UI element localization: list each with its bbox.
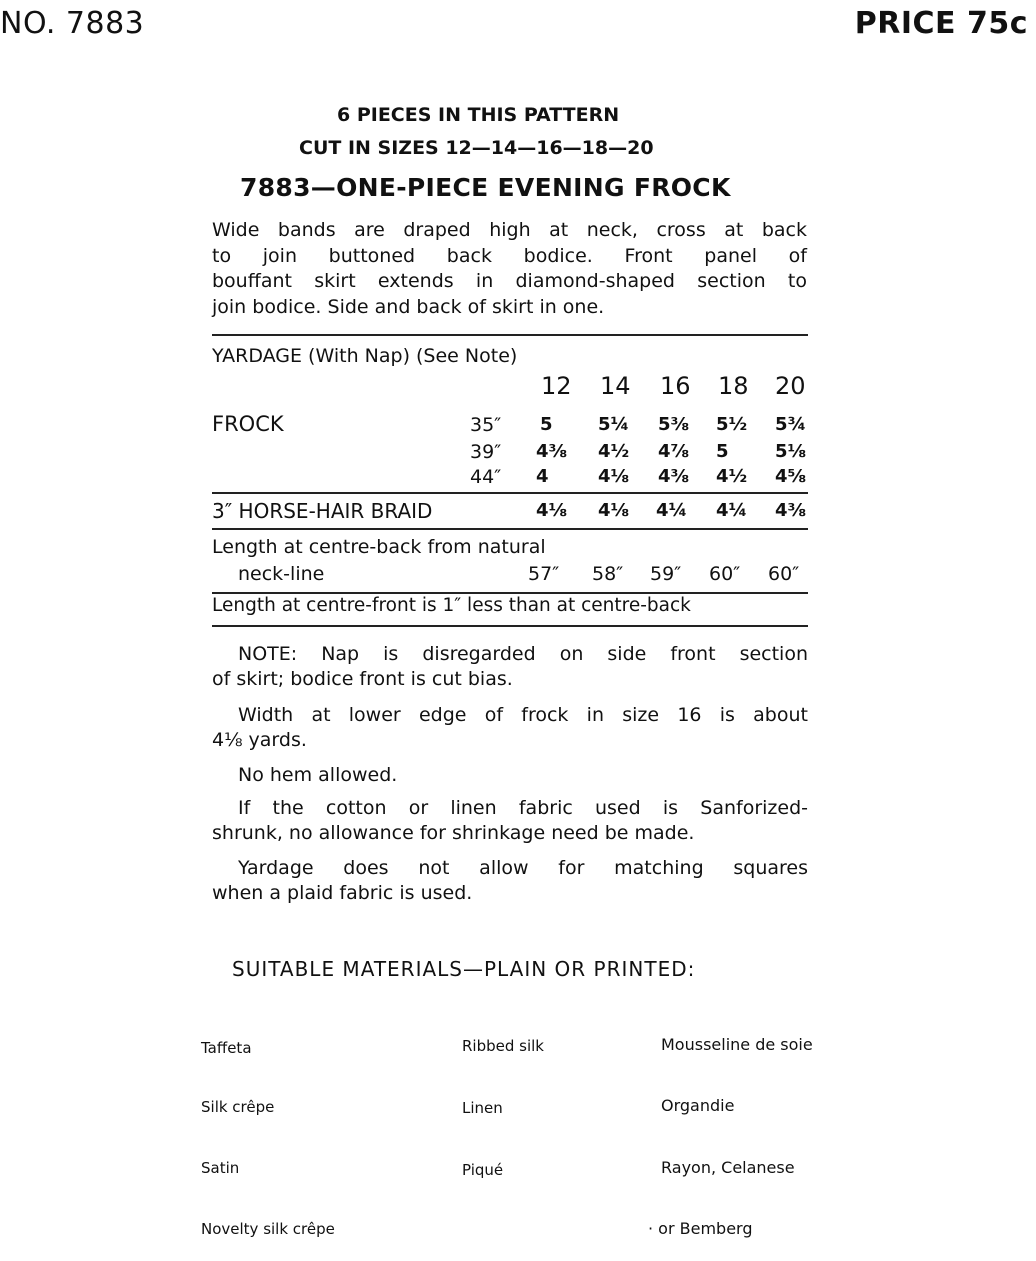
frock-label: FROCK (212, 412, 284, 436)
yardage-cell: 4⅝ (775, 466, 807, 487)
note-line: when a plaid fabric is used. (212, 882, 473, 904)
material-item: Taffeta (201, 1039, 252, 1057)
length-cell: 58″ (592, 563, 624, 585)
divider (212, 528, 808, 530)
fabric-width: 44″ (470, 466, 502, 488)
note-line: Width at lower edge of frock in size 16 is about (238, 704, 808, 726)
length-cell: 60″ (709, 563, 741, 585)
length-cell: 60″ (768, 563, 800, 585)
yardage-cell: 5¾ (775, 414, 807, 435)
description-line: Wide bands are draped high at neck, cross at back (212, 219, 807, 241)
yardage-cell: 4⅛ (536, 500, 568, 521)
yardage-cell: 4¼ (716, 500, 748, 521)
note-line: of skirt; bodice front is cut bias. (212, 668, 513, 690)
materials-column-3 (648, 992, 813, 1260)
material-item: Novelty silk crêpe (201, 1220, 335, 1238)
length-cell: 57″ (528, 563, 560, 585)
note-plaid (212, 854, 808, 908)
yardage-cell: 5⅛ (775, 441, 807, 462)
yardage-heading: YARDAGE (With Nap) (See Note) (212, 345, 518, 367)
note-line: NOTE: Nap is disregarded on side front section (238, 643, 808, 665)
yardage-cell: 4⅜ (658, 466, 690, 487)
yardage-cell: 4½ (716, 466, 748, 487)
yardage-cell: 4⅞ (658, 441, 690, 462)
divider (212, 592, 808, 594)
size-header: 20 (775, 372, 806, 400)
length-label-cont: neck-line (238, 563, 325, 585)
size-header: 18 (718, 372, 749, 400)
braid-label: 3″ HORSE-HAIR BRAID (212, 499, 433, 523)
material-item: Ribbed silk (462, 1037, 544, 1055)
note-hem: No hem allowed. (238, 764, 398, 786)
yardage-cell: 5 (540, 414, 553, 435)
yardage-cell: 5⅜ (658, 414, 690, 435)
yardage-cell: 5 (716, 441, 729, 462)
material-item: Linen (462, 1099, 503, 1117)
note-width (212, 701, 808, 755)
note-line: 4⅛ yards. (212, 729, 307, 751)
pattern-title: 7883—ONE-PIECE EVENING FROCK (240, 173, 731, 202)
divider (212, 334, 808, 336)
note-sanforized (212, 794, 808, 848)
yardage-cell: 4¼ (656, 500, 688, 521)
size-header: 12 (541, 372, 572, 400)
note-line: If the cotton or linen fabric used is Sanforized- (238, 797, 808, 819)
yardage-cell: 4⅜ (536, 441, 568, 462)
material-item: Silk crêpe (201, 1098, 275, 1116)
yardage-cell: 4⅛ (598, 500, 630, 521)
note-line: Yardage does not allow for matching squares (238, 857, 808, 879)
divider (212, 625, 808, 627)
material-item: Organdie (661, 1096, 735, 1115)
size-header: 16 (660, 372, 691, 400)
fabric-width: 35″ (470, 414, 502, 436)
material-item: Rayon, Celanese (661, 1158, 795, 1177)
material-item: Piqué (462, 1161, 504, 1179)
size-header: 14 (600, 372, 631, 400)
length-cell: 59″ (650, 563, 682, 585)
fabric-width: 39″ (470, 441, 502, 463)
material-item: Mousseline de soie (661, 1035, 813, 1054)
materials-heading: SUITABLE MATERIALS—PLAIN OR PRINTED: (232, 957, 696, 981)
materials-column-2 (462, 994, 544, 1202)
pieces-count: 6 PIECES IN THIS PATTERN (337, 104, 620, 126)
pattern-price: PRICE 75c (854, 6, 1028, 41)
yardage-cell: 4⅜ (775, 500, 807, 521)
materials-column-1 (201, 996, 335, 1261)
description (212, 218, 807, 320)
description-line: bouffant skirt extends in diamond-shaped section to (212, 270, 807, 292)
divider (212, 492, 808, 494)
length-label: Length at centre-back from natural (212, 536, 546, 558)
cut-sizes: CUT IN SIZES 12—14—16—18—20 (299, 137, 654, 159)
material-item: Satin (201, 1159, 240, 1177)
note-line: shrunk, no allowance for shrinkage need be made. (212, 822, 695, 844)
yardage-cell: 5¼ (598, 414, 630, 435)
centre-front-note: Length at centre-front is 1″ less than at centre-back (212, 595, 691, 616)
description-line: to join buttoned back bodice. Front panel of (212, 244, 807, 267)
yardage-cell: 4⅛ (598, 466, 630, 487)
material-item: · or Bemberg (648, 1219, 753, 1238)
description-line: join bodice. Side and back of skirt in one. (212, 295, 605, 318)
yardage-cell: 4 (536, 466, 549, 487)
yardage-cell: 5½ (716, 414, 748, 435)
pattern-number: NO. 7883 (0, 6, 145, 41)
yardage-cell: 4½ (598, 441, 630, 462)
note-nap (212, 640, 808, 694)
